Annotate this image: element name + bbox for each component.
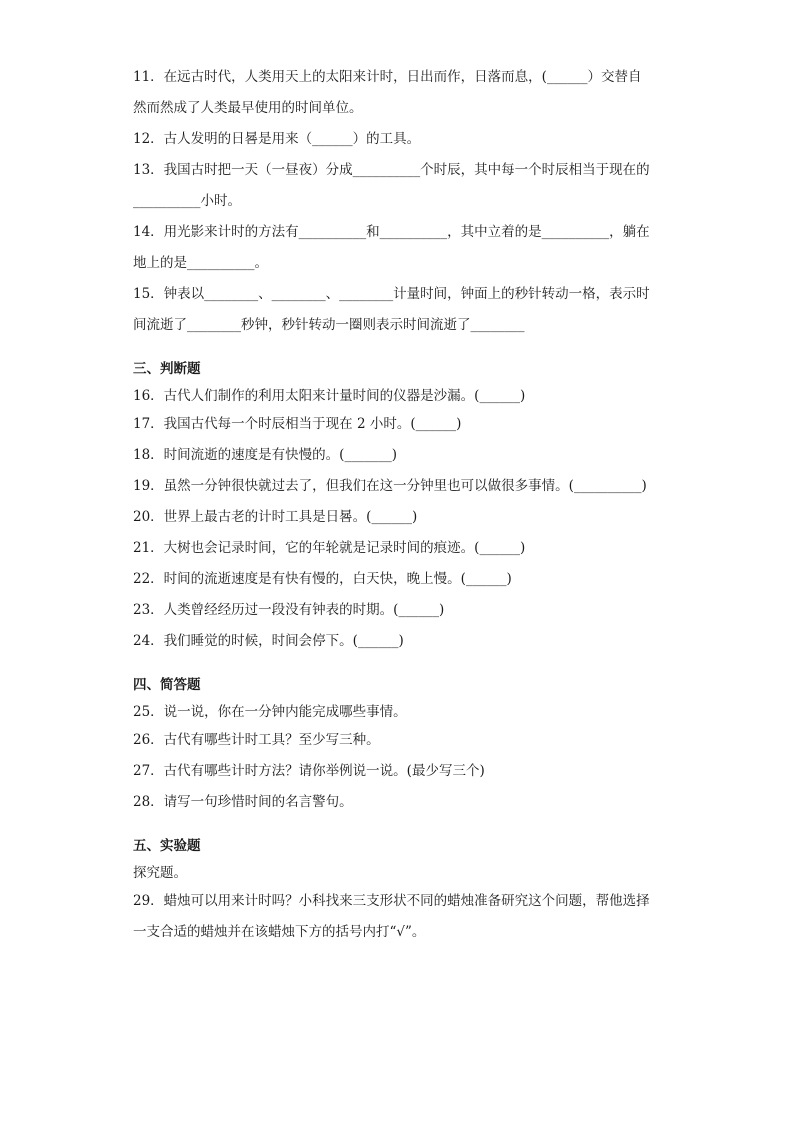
fill-question-12 <box>133 124 663 155</box>
question-line: 间流逝了________秒钟，秒针转动一圈则表示时间流逝了________ <box>133 317 525 333</box>
question-line: 12．古人发明的日晷是用来（______）的工具。 <box>133 131 421 147</box>
fill-question-13 <box>133 155 663 217</box>
question-line: 14．用光影来计时的方法有__________和__________，其中立着的是__________，躺在 <box>133 224 650 240</box>
judge-question-17: 17．我国古代每一个时辰相当于现在 2 小时。(______) <box>133 416 462 432</box>
fill-question-15 <box>133 279 663 341</box>
question-line: 15．钟表以________、________、________计量时间，钟面上的秒针转动一格，表示时 <box>133 286 650 302</box>
experiment-intro: 探究题。 <box>133 865 187 881</box>
question-line: 地上的是__________。 <box>133 255 268 271</box>
judge-question-18: 18．时间流逝的速度是有快慢的。(_______) <box>133 447 397 463</box>
short-question-28: 28．请写一句珍惜时间的名言警句。 <box>133 794 353 810</box>
judge-question-22: 22．时间的流逝速度是有快有慢的，白天快，晚上慢。(______) <box>133 571 512 587</box>
short-question-26: 26．古代有哪些计时工具？至少写三种。 <box>133 732 380 748</box>
fill-question-11 <box>133 62 663 124</box>
section-title-judge: 三、判断题 <box>133 361 201 377</box>
section-title-experiment: 五、实验题 <box>133 838 201 854</box>
experiment-question-line: 一支合适的蜡烛并在该蜡烛下方的括号内打“√”。 <box>133 924 426 940</box>
judge-question-16: 16．古代人们制作的利用太阳来计量时间的仪器是沙漏。(______) <box>133 388 526 404</box>
question-line: 11．在远古时代，人类用天上的太阳来计时，日出而作，日落而息，(______）交替自 <box>133 69 642 85</box>
short-question-27: 27．古代有哪些计时方法？请你举例说一说。(最少写三个) <box>133 763 485 779</box>
experiment-question-line: 29．蜡烛可以用来计时吗？小科找来三支形状不同的蜡烛准备研究这个问题，帮他选择 <box>133 893 650 909</box>
worksheet-page <box>133 62 663 948</box>
judge-question-24: 24．我们睡觉的时候，时间会停下。(______) <box>133 633 404 649</box>
question-line: 13．我国古时把一天（一昼夜）分成__________个时辰，其中每一个时辰相当于现在的 <box>133 162 650 178</box>
question-line: __________小时。 <box>133 193 241 209</box>
section-title-short: 四、简答题 <box>133 677 201 693</box>
question-line: 然而然成了人类最早使用的时间单位。 <box>133 100 363 116</box>
judge-question-21: 21．大树也会记录时间，它的年轮就是记录时间的痕迹。(______) <box>133 540 526 556</box>
short-question-25: 25．说一说，你在一分钟内能完成哪些事情。 <box>133 704 407 720</box>
judge-question-23: 23．人类曾经经历过一段没有钟表的时期。(______) <box>133 602 445 618</box>
judge-question-19: 19．虽然一分钟很快就过去了，但我们在这一分钟里也可以做很多事情。(__________) <box>133 478 647 494</box>
judge-question-20: 20．世界上最古老的计时工具是日晷。(______) <box>133 509 418 525</box>
fill-question-14 <box>133 217 663 279</box>
